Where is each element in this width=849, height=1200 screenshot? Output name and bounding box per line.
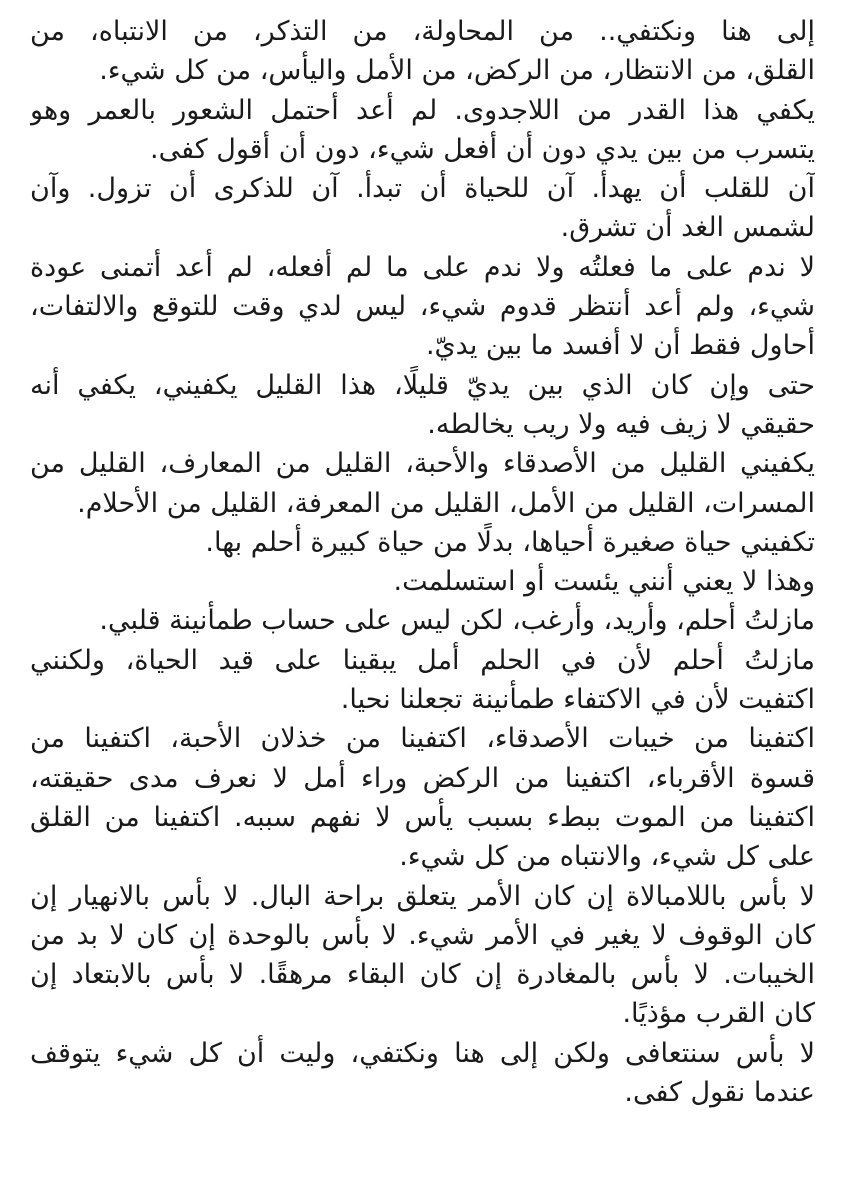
- paragraph: [30, 641, 815, 720]
- text-line: إلى هنا ونكتفي.. من المحاولة، من التذكر، من الانتباه، من: [30, 16, 815, 47]
- text-line: وهذا لا يعني أنني يئست أو استسلمت.: [393, 566, 815, 598]
- paragraph: [30, 523, 815, 562]
- text-line: عندما نقول كفى.: [624, 1077, 815, 1109]
- text-line: اكتفينا من خيبات الأصدقاء، اكتفينا من خذلان الأحبة، اكتفينا من: [30, 723, 815, 755]
- paragraph: [30, 248, 815, 366]
- text-line: مازلتُ أحلم لأن في الحلم أمل يبقينا على قيد الحياة، ولكنني: [30, 644, 815, 676]
- paragraph: [30, 169, 815, 248]
- text-line: قسوة الأقرباء، اكتفينا من الركض وراء أمل لا نعرف مدى حقيقته،: [30, 762, 815, 794]
- text-line: الخيبات. لا بأس بالمغادرة إن كان البقاء مرهقًا. لا بأس بالابتعاد إن: [30, 959, 815, 991]
- paragraph: [30, 877, 815, 1034]
- text-line: المسرات، القليل من الأمل، القليل من المعرفة، القليل من الأحلام.: [77, 487, 815, 519]
- text-line: لا بأس باللامبالاة إن كان الأمر يتعلق براحة البال. لا بأس بالانهيار إن: [30, 880, 815, 912]
- paragraph: [30, 12, 815, 91]
- text-line: يكفيني القليل من الأصدقاء والأحبة، القليل من المعارف، القليل من: [30, 448, 815, 480]
- text-line: اكتفينا من الموت ببطء بسبب يأس لا نفهم سببه. اكتفينا من القلق: [30, 801, 815, 833]
- text-line: لشمس الغد أن تشرق.: [560, 212, 815, 244]
- text-line: حتى وإن كان الذي بين يديّ قليلًا، هذا القليل يكفيني، يكفي أنه: [30, 369, 815, 401]
- text-line: يتسرب من بين يدي دون أن أفعل شيء، دون أن أقول كفى.: [150, 133, 815, 165]
- text-line: مازلتُ أحلم، وأريد، وأرغب، لكن ليس على حساب طمأنينة قلبي.: [99, 605, 815, 637]
- text-line: آن للقلب أن يهدأ. آن للحياة أن تبدأ. آن للذكرى أن تزول. وآن: [30, 173, 815, 205]
- text-line: أُحاول فقط أن لا أفسد ما بين يديّ.: [425, 330, 815, 362]
- paragraph: [30, 719, 815, 876]
- text-line: اكتفيت لأن في الاكتفاء طمأنينة تجعلنا نحيا.: [340, 684, 815, 716]
- text-line: لا ندم على ما فعلتُه ولا ندم على ما لم أفعله، لم أعد أتمنى عودة: [30, 251, 815, 283]
- text-line: كان الوقوف لا يغير في الأمر شيء. لا بأس بالوحدة إن كان لا بد من: [30, 919, 815, 951]
- text-line: يكفي هذا القدر من اللاجدوى. لم أعد أحتمل الشعور بالعمر وهو: [30, 94, 815, 126]
- paragraph: [30, 562, 815, 601]
- text-line: على كل شيء، والانتباه من كل شيء.: [399, 841, 815, 873]
- paragraph: [30, 601, 815, 640]
- document-text: [30, 12, 815, 1112]
- text-line: القلق، من الانتظار، من الركض، من الأمل واليأس، من كل شيء.: [99, 55, 815, 87]
- text-line: كان القرب مؤذيًا.: [622, 998, 815, 1030]
- text-line: تكفيني حياة صغيرة أحياها، بدلًا من حياة كبيرة أحلم بها.: [205, 526, 815, 558]
- text-line: حقيقي لا زيف فيه ولا ريب يخالطه.: [427, 408, 815, 440]
- text-line: لا بأس سنتعافى ولكن إلى هنا ونكتفي، وليت أن كل شيء يتوقف: [30, 1037, 815, 1069]
- paragraph: [30, 444, 815, 523]
- paragraph: [30, 366, 815, 445]
- text-line: شيء، ولم أعد أنتظر قدوم شيء، ليس لدي وقت للتوقع والالتفات،: [30, 291, 815, 323]
- paragraph: [30, 91, 815, 170]
- paragraph: [30, 1034, 815, 1113]
